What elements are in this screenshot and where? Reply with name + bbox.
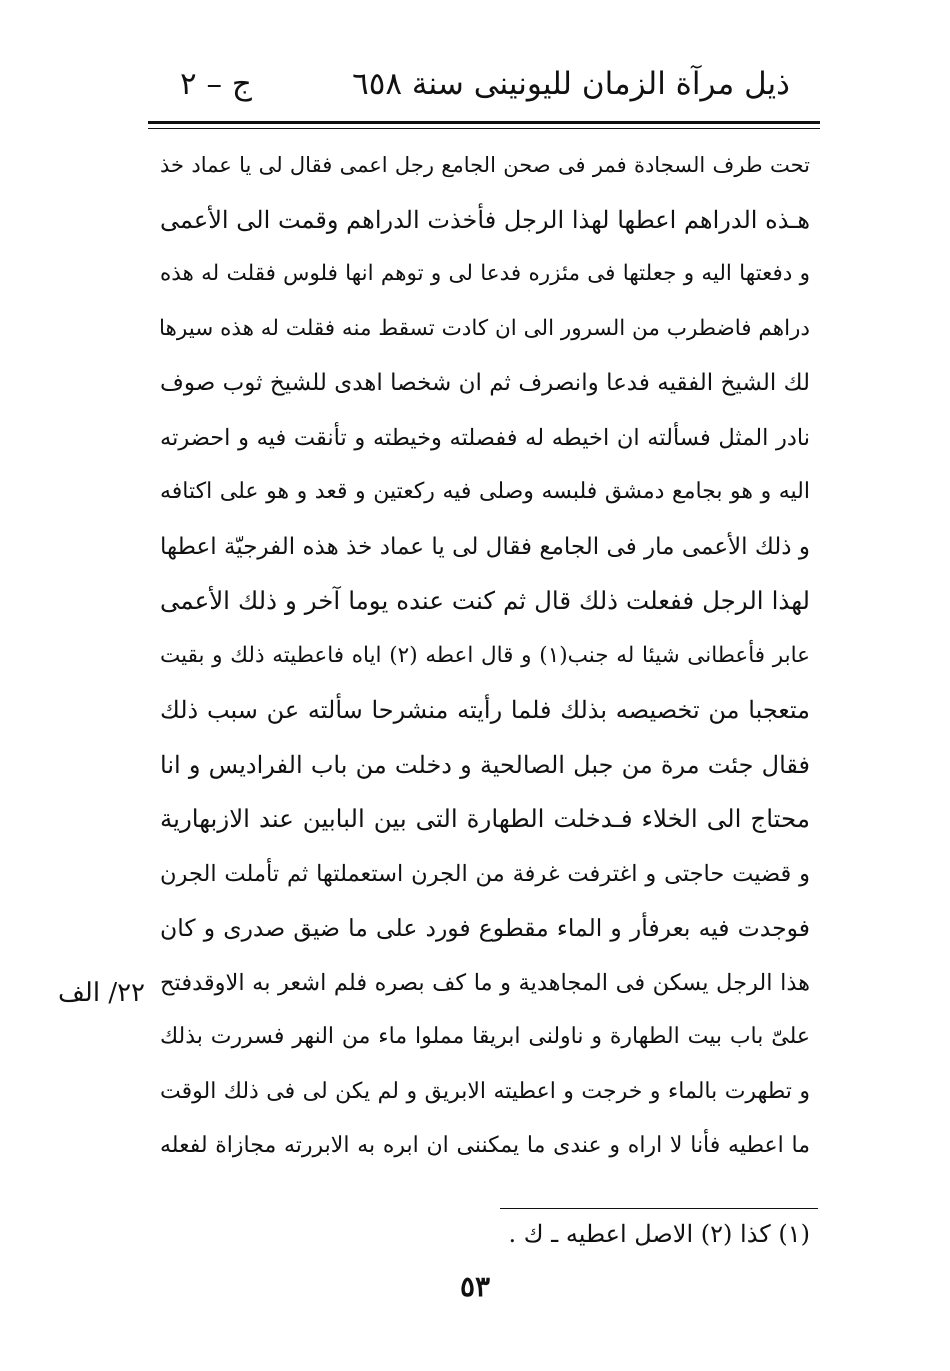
text-line: دراهم فاضطرب من السرور الى ان كادت تسقط منه فقلت له هذه سيرها bbox=[158, 315, 810, 341]
text-line: و ذلك الأعمى مار فى الجامع فقال لى يا عماد خذ هذه الفرجيّة اعطها bbox=[160, 533, 810, 560]
text-line: لهذا الرجل ففعلت ذلك قال ثم كنت عنده يوما آخر و ذلك الأعمى bbox=[160, 586, 810, 615]
text-line: عابر فأعطانى شيئا له جنب(١) و قال اعطه (٢) اياه فاعطيته ذلك و بقيت bbox=[160, 642, 811, 668]
text-line: هذا الرجل يسكن فى المجاهدية و ما كف بصره فلم اشعر به الاوقدفتح bbox=[160, 969, 810, 996]
header-rule-thin bbox=[148, 128, 820, 129]
body-text bbox=[160, 138, 810, 1174]
text-line: هـذه الدراهم اعطها لهذا الرجل فأخذت الدراهم وقمت الى الأعمى bbox=[160, 205, 810, 234]
text-line: و قضيت حاجتى و اغترفت غرفة من الجرن استعملتها ثم تأملت الجرن bbox=[160, 860, 810, 887]
text-line: فوجدت فيه بعرفأر و الماء مقطوع فورد على ما ضيق صدرى و كان bbox=[160, 914, 810, 942]
text-line: فقال جئت مرة من جبل الصالحية و دخلت من باب الفراديس و انا bbox=[160, 750, 810, 779]
text-line: لك الشيخ الفقيه فدعا وانصرف ثم ان شخصا اهدى للشيخ ثوب صوف bbox=[160, 370, 810, 396]
text-line: و دفعتها اليه و جعلتها فى مئزره فدعا لى و توهم انها فلوس فقلت له هذه bbox=[160, 261, 810, 286]
text-line: ما اعطيه فأنا لا اراه و عندى ما يمكننى ان ابره به الابررته مجازاة لفعله bbox=[160, 1133, 810, 1158]
header-rule-thick bbox=[148, 121, 820, 124]
text-line: تحت طرف السجادة فمر فى صحن الجامع رجل اعمى فقال لى يا عماد خذ bbox=[160, 153, 810, 177]
volume-label: ج – ٢ bbox=[180, 66, 252, 102]
footnote: (١) كذا (٢) الاصل اعطيه ـ ك . bbox=[508, 1220, 810, 1248]
text-line: اليه و هو بجامع دمشق فلبسه وصلى فيه ركعتين و قعد و هو على اكتافه bbox=[160, 479, 810, 504]
text-line: نادر المثل فسألته ان اخيطه له ففصلته وخيطته و تأنقت فيه و احضرته bbox=[160, 424, 810, 451]
footnote-rule bbox=[500, 1208, 818, 1209]
folio-margin-note: ٢٢/ الف bbox=[58, 978, 146, 1008]
text-line: محتاج الى الخلاء فـدخلت الطهارة التى بين البابين عند الازبهارية bbox=[160, 804, 810, 833]
text-line: علىّ باب بيت الطهارة و ناولنى ابريقا مملوا ماء من النهر فسررت بذلك bbox=[160, 1024, 810, 1049]
page-header bbox=[150, 66, 800, 116]
page-number: ٥٣ bbox=[459, 1270, 491, 1303]
running-title: ذيل مرآة الزمان لليونينى سنة ٦٥٨ bbox=[352, 66, 790, 102]
text-line: متعجبا من تخصيصه بذلك فلما رأيته منشرحا سألته عن سبب ذلك bbox=[160, 696, 810, 724]
text-line: و تطهرت بالماء و خرجت و اعطيته الابريق و لم يكن لى فى ذلك الوقت bbox=[160, 1078, 810, 1104]
